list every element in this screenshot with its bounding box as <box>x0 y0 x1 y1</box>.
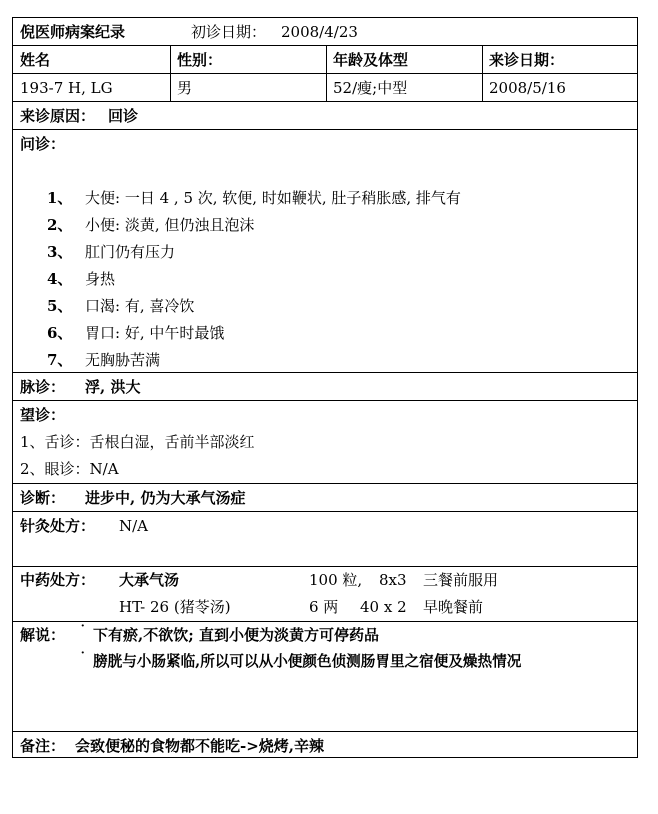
reason-label: 来诊原因： <box>20 107 96 125</box>
acupuncture-value: N/A <box>119 517 149 535</box>
diagnosis-label: 诊断： <box>20 489 66 507</box>
observation-label: 望诊： <box>20 406 66 424</box>
inquiry-label: 问诊： <box>20 135 66 153</box>
inquiry-item-text: 大便: 一日 4 , 5 次, 软便, 时如鞭状, 肚子稍胀感, 排气有 <box>85 189 461 207</box>
age-build-value: 52/瘦;中型 <box>333 79 408 97</box>
inquiry-item-text: 身热 <box>85 270 116 288</box>
inquiry-item-number: 4、 <box>47 270 73 288</box>
visit-date-label: 来诊日期： <box>489 51 565 69</box>
divider <box>13 45 637 46</box>
record-title: 倪医师病案纪录 <box>20 23 126 41</box>
remarks-value: 会致便秘的食物都不能吃->烧烤,辛辣 <box>75 737 325 755</box>
divider <box>13 129 637 130</box>
inquiry-item-number: 1、 <box>47 189 73 207</box>
divider <box>13 73 637 74</box>
age-build-label: 年龄及体型 <box>333 51 409 69</box>
column-divider <box>482 45 483 101</box>
gender-label: 性别： <box>177 51 223 69</box>
pulse-label: 脉诊： <box>20 378 66 396</box>
gender-value: 男 <box>177 79 193 97</box>
inquiry-item-number: 6、 <box>47 324 73 342</box>
patient-name-value: 193-7 H, LG <box>20 79 113 97</box>
visit-date-value: 2008/5/16 <box>489 79 566 97</box>
herbal-label: 中药处方： <box>20 571 96 589</box>
herbal-formula-dose: 8x3 <box>379 571 407 589</box>
explanation-label: 解说： <box>20 626 66 644</box>
first-visit-date: 2008/4/23 <box>281 23 358 41</box>
inquiry-item-text: 小便: 淡黄, 但仍浊且泡沫 <box>85 216 255 234</box>
reason-value: 回诊 <box>108 107 139 125</box>
divider <box>13 372 637 373</box>
divider <box>13 483 637 484</box>
herbal-formula-timing: 三餐前服用 <box>423 571 499 589</box>
explanation-item: 膀胱与小肠紧临,所以可以从小便颜色侦测肠胃里之宿便及燥热情况 <box>93 653 522 670</box>
inquiry-item-text: 口渴: 有, 喜冷饮 <box>85 297 195 315</box>
bullet-icon: ˙ <box>79 649 87 667</box>
inquiry-item-number: 5、 <box>47 297 73 315</box>
inquiry-item-text: 胃口: 好, 中午时最饿 <box>85 324 225 342</box>
herbal-formula-quantity: 100 粒, <box>309 571 363 589</box>
inquiry-item-number: 7、 <box>47 351 73 369</box>
remarks-label: 备注： <box>20 737 66 755</box>
divider <box>13 621 637 622</box>
first-visit-label: 初诊日期： <box>191 23 267 41</box>
divider <box>13 400 637 401</box>
herbal-formula-dose: 40 x 2 <box>360 598 407 616</box>
column-divider <box>170 45 171 101</box>
inquiry-item-text: 肛门仍有压力 <box>85 243 176 261</box>
acupuncture-label: 针灸处方： <box>20 517 96 535</box>
inquiry-item-text: 无胸胁苦满 <box>85 351 161 369</box>
herbal-formula-quantity: 6 两 <box>309 598 339 616</box>
herbal-formula-name: HT- 26 (猪苓汤) <box>119 598 231 616</box>
explanation-item: 下有瘀,不欲饮; 直到小便为淡黄方可停药品 <box>93 626 379 644</box>
divider <box>13 101 637 102</box>
pulse-value: 浮, 洪大 <box>85 378 141 396</box>
bullet-icon: ˙ <box>79 622 87 640</box>
divider <box>13 511 637 512</box>
column-divider <box>326 45 327 101</box>
medical-record-form <box>12 17 638 758</box>
name-label: 姓名 <box>20 51 51 69</box>
inquiry-item-number: 2、 <box>47 216 73 234</box>
diagnosis-value: 进步中, 仍为大承气汤症 <box>85 489 246 507</box>
divider <box>13 731 637 732</box>
inquiry-item-number: 3、 <box>47 243 73 261</box>
herbal-formula-timing: 早晚餐前 <box>423 598 484 616</box>
herbal-formula-name: 大承气汤 <box>119 571 180 589</box>
divider <box>13 566 637 567</box>
observation-item: 1、舌诊：舌根白湿，舌前半部淡红 <box>20 433 255 451</box>
observation-item: 2、眼诊：N/A <box>20 460 119 478</box>
